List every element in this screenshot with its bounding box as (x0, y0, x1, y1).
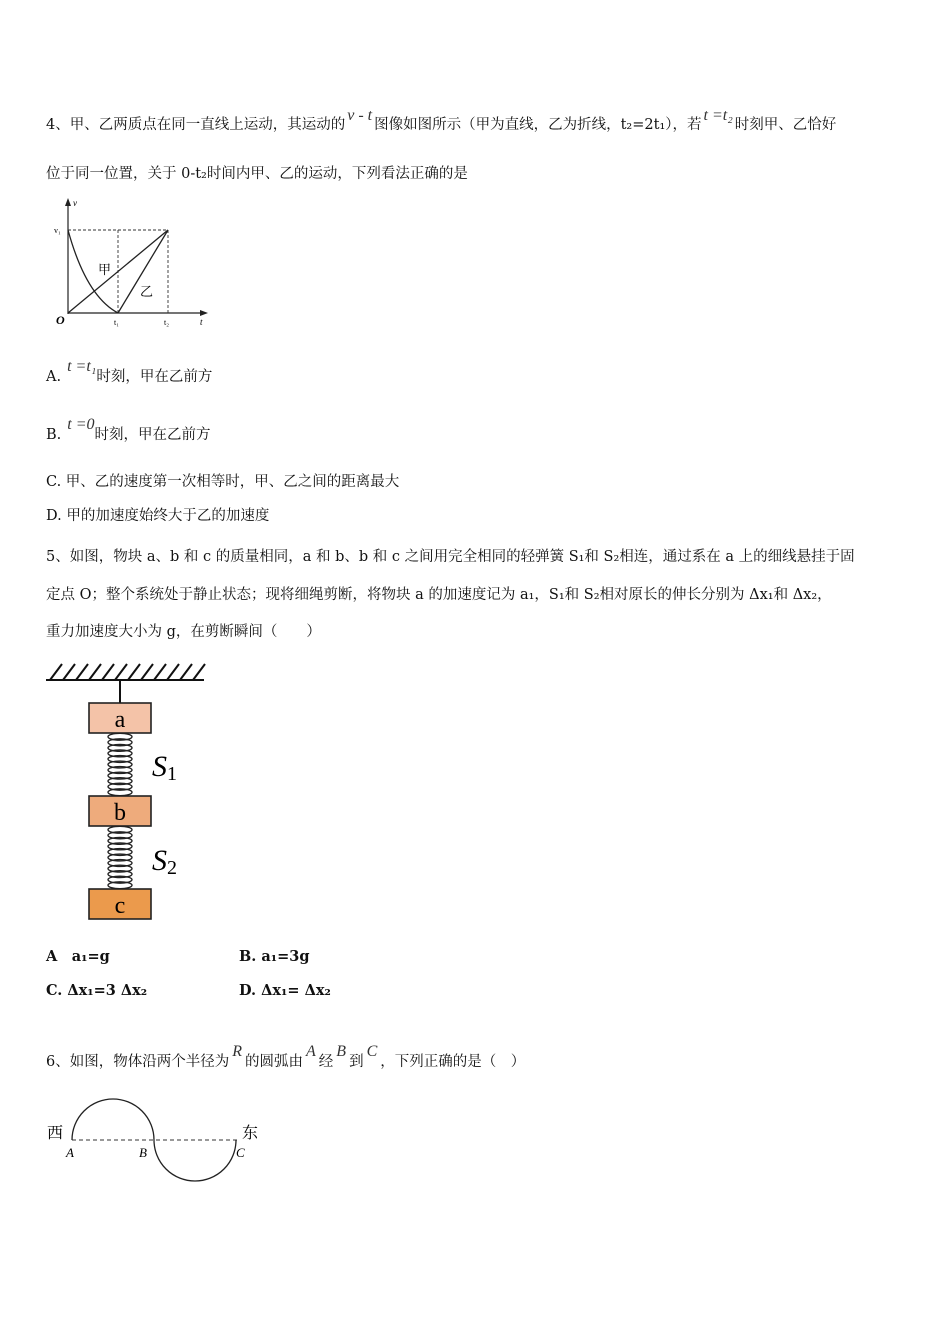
q6-B-math: B (336, 1043, 347, 1060)
q5-stem-line1: 5、如图，物块 a、b 和 c 的质量相同，a 和 b、b 和 c 之间用完全相同的轻弹簧 S₁和 S₂相连，通过系在 a 上的细线悬挂于固 (46, 549, 855, 565)
v-axis-label: v (73, 198, 77, 208)
q5-stem-line3: 重力加速度大小为 g，在剪断瞬间（ ） (46, 624, 321, 640)
q5-option-c[interactable]: C. Δx₁=3 Δx₂ (46, 982, 148, 999)
q6-stem-line1 (46, 1043, 526, 1072)
point-b-label: B (139, 1145, 147, 1160)
q4-stem-line1 (46, 107, 837, 135)
q4-option-d[interactable]: D. 甲的加速度始终大于乙的加速度 (46, 508, 270, 524)
ceiling-hatch (46, 664, 205, 680)
q5-option-a[interactable]: A a₁=g (46, 948, 110, 965)
q4-option-a[interactable] (46, 358, 213, 387)
q6-text: ，下列正确的是（ ） (380, 1054, 526, 1070)
block-b-label: b (114, 800, 126, 826)
block-c-label: c (114, 893, 126, 919)
point-a-label: A (66, 1145, 74, 1160)
q4-vt-graph (46, 196, 216, 331)
lower-arc-bc (154, 1140, 236, 1181)
q4-text: 时刻甲、乙恰好 (734, 117, 837, 133)
west-label: 西 (47, 1125, 64, 1142)
yi-line (118, 230, 168, 313)
point-c-label: C (236, 1145, 245, 1160)
q4-text: 图像如图所示（甲为直线，乙为折线，t₂=2t₁），若 (374, 117, 702, 133)
q5-option-b[interactable]: B. a₁=3g (239, 948, 310, 965)
v1-label: v₁ (54, 226, 61, 235)
q4-option-b[interactable] (46, 416, 211, 445)
t2-label: t₂ (164, 318, 170, 327)
v-axis-arrow-icon (65, 198, 71, 206)
q5-option-d[interactable]: D. Δx₁= Δx₂ (239, 982, 331, 999)
q6-text: 到 (349, 1054, 364, 1070)
jia-label: 甲 (98, 262, 112, 277)
upper-arc-ab (72, 1099, 154, 1140)
q4-stem-line2: 位于同一位置，关于 0-t₂时间内甲、乙的运动，下列看法正确的是 (46, 166, 468, 182)
spring-s1 (108, 733, 132, 795)
s1-label: S1 (152, 750, 177, 785)
q4-text: 4、甲、乙两质点在同一直线上运动，其运动的 (46, 117, 346, 133)
q6-text: 经 (318, 1054, 334, 1070)
q6-text: 6、如图，物体沿两个半径为 (46, 1054, 230, 1070)
east-label: 东 (242, 1125, 259, 1142)
spring-s2 (108, 826, 132, 888)
s2-label: S2 (152, 844, 177, 879)
q4-vt-math: v - t (347, 107, 373, 124)
origin-label: O (56, 313, 65, 327)
q6-A-math: A (306, 1043, 316, 1060)
option-text: 时刻，甲在乙前方 (96, 369, 213, 385)
q4-optB-math: t =0 (67, 416, 95, 433)
t-axis-label: t (200, 317, 203, 327)
q4-t2-math: t =t₂ (703, 107, 733, 124)
q4-optA-math: t =t₁ (67, 358, 97, 375)
q5-spring-diagram (40, 660, 220, 925)
t1-label: t₁ (114, 318, 120, 327)
q6-R-math: R (232, 1043, 243, 1060)
option-label: A. (46, 369, 62, 385)
q4-option-c[interactable]: C. 甲、乙的速度第一次相等时，甲、乙之间的距离最大 (46, 474, 400, 490)
yi-label: 乙 (140, 284, 154, 299)
q6-arc-diagram (44, 1090, 274, 1190)
q6-text: 的圆弧由 (245, 1054, 304, 1070)
option-label: B. (46, 427, 62, 443)
t-axis-arrow-icon (200, 310, 208, 316)
q6-C-math: C (366, 1043, 378, 1060)
block-a-label: a (114, 707, 126, 733)
option-text: 时刻，甲在乙前方 (94, 427, 211, 443)
q5-stem-line2: 定点 O；整个系统处于静止状态；现将细绳剪断，将物块 a 的加速度记为 a₁，S₁和 S₂相对原长的伸长分别为 Δx₁和 Δx₂， (46, 587, 832, 603)
